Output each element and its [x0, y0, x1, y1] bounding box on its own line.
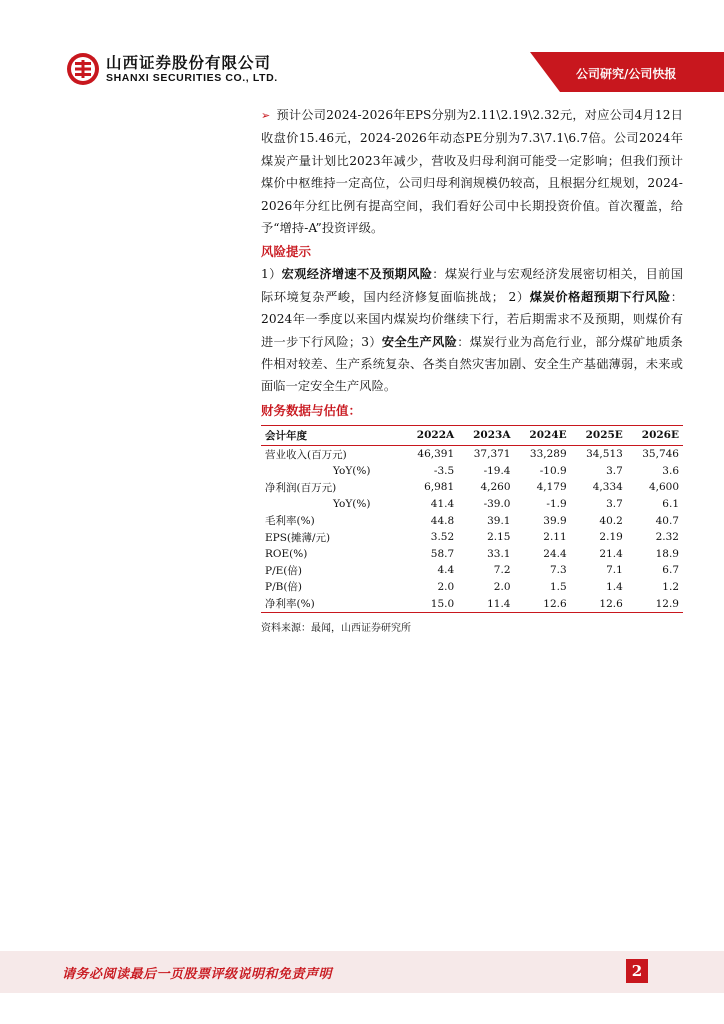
- table-cell: 12.6: [571, 595, 627, 612]
- table-cell: 40.7: [655, 514, 679, 527]
- table-cell: 2.19: [599, 531, 623, 544]
- table-row: [261, 595, 683, 612]
- table-cell: 12.9: [627, 595, 683, 612]
- table-cell: -10.9: [539, 464, 567, 477]
- risk-heading-2: 煤炭价格超预期下行风险: [529, 289, 671, 304]
- table-cell: 24.4: [543, 547, 567, 560]
- triangle-right-icon: ➢: [261, 109, 271, 122]
- table-cell: -1.9: [546, 497, 567, 510]
- table-cell: 41.4: [430, 497, 455, 510]
- table-cell: 33,289: [529, 448, 567, 461]
- risk-num-2: 2）: [508, 289, 530, 304]
- table-cell: 3.52: [430, 531, 455, 544]
- row-label: P/B(倍): [265, 581, 303, 594]
- risk-text-2: ：2024年一季度以来国内煤炭均价继续下行，若后期需求不及预期，则煤价有进一步下行风险；: [261, 289, 683, 349]
- table-cell: 2.32: [655, 531, 679, 544]
- table-cell: 34,513: [586, 448, 623, 461]
- financials-table: [261, 425, 683, 613]
- table-header-cell: 会计年度: [261, 425, 402, 445]
- table-header-cell: 2025E: [571, 425, 627, 445]
- table-row: [261, 562, 683, 579]
- table-cell: -39.0: [483, 497, 511, 510]
- table-cell: 46,391: [417, 448, 455, 461]
- risk-section-title: 风险提示: [261, 244, 312, 260]
- table-cell: 39.9: [543, 514, 567, 527]
- table-cell: 1.2: [662, 580, 679, 593]
- row-label: YoY(%): [333, 497, 371, 510]
- table-cell: -3.5: [433, 464, 455, 477]
- risk-heading-1: 宏观经济增速不及预期风险: [281, 267, 433, 282]
- footer-disclaimer: 请务必阅读最后一页股票评级说明和免责声明: [62, 967, 333, 982]
- table-source-note: 资料来源：最闻，山西证券研究所: [261, 622, 411, 634]
- table-cell: 4,179: [536, 481, 567, 494]
- table-cell: 2.11: [543, 531, 567, 544]
- table-cell: 40.2: [599, 514, 623, 527]
- financials-title: 财务数据与估值：: [261, 402, 362, 418]
- company-logo-icon: [66, 52, 100, 86]
- table-cell: 21.4: [599, 547, 623, 560]
- table-row: [261, 462, 683, 479]
- table-cell: 35,746: [642, 448, 679, 461]
- risk-text-3: ：煤炭行业为高危行业，部分煤矿地质条件相对较差、生产系统复杂、各类自然灾害加剧、安全生产基础薄弱，未来或面临一定安全生产风险。: [261, 334, 683, 394]
- summary-paragraph: [261, 104, 683, 239]
- row-label: YoY(%): [333, 464, 371, 477]
- table-cell: 6,981: [424, 481, 455, 494]
- table-row: [261, 479, 683, 496]
- table-cell: 12.6: [515, 595, 571, 612]
- table-cell: 2.0: [493, 580, 511, 593]
- table-cell: 6.7: [662, 564, 679, 577]
- table-cell: 4,334: [592, 481, 623, 494]
- table-row: [261, 496, 683, 513]
- risk-num-3: 3）: [361, 334, 382, 349]
- table-cell: 7.3: [549, 564, 567, 577]
- company-name-cn: 山西证券股份有限公司: [106, 54, 272, 72]
- table-cell: 1.4: [606, 580, 623, 593]
- report-type-label: 公司研究/公司快报: [576, 67, 677, 81]
- table-cell: 4,600: [648, 481, 679, 494]
- table-cell: -19.4: [483, 464, 511, 477]
- row-label: 营业收入(百万元): [265, 448, 347, 461]
- table-row: [261, 545, 683, 562]
- table-cell: 4,260: [480, 481, 511, 494]
- table-cell: 3.7: [606, 464, 623, 477]
- row-label: ROE(%): [265, 547, 308, 560]
- page-number: 2: [626, 959, 648, 983]
- risk-text-1: ：煤炭行业与宏观经济发展密切相关，目前国际环境复杂严峻，国内经济修复面临挑战；: [261, 267, 683, 304]
- summary-text: 预计公司2024-2026年EPS分别为2.11\2.19\2.32元，对应公司4月12日收盘价15.46元，2024-2026年动态PE分别为7.3\7.1\6.7倍。公司2024年煤炭产量计划比2023年减少，营收及归母利润可能受一定影响；但我们预计煤价中枢维持一定高位，公司归母利润规模仍较高，且根据分红规划，2024-2026年分红比例有提高空间，我们看好公司中长期投资价值。首次覆盖，给予“增持-A”投资评级。: [261, 108, 683, 236]
- table-cell: 37,371: [473, 448, 511, 461]
- table-cell: 58.7: [430, 547, 455, 560]
- row-label: P/E(倍): [265, 564, 302, 577]
- table-cell: 18.9: [655, 547, 679, 560]
- table-cell: 3.6: [662, 464, 679, 477]
- table-cell: 2.0: [437, 580, 455, 593]
- table-cell: 1.5: [549, 580, 567, 593]
- table-row: [261, 512, 683, 529]
- table-header-cell: 2023A: [458, 425, 514, 445]
- risk-paragraph: [261, 263, 683, 397]
- table-header-cell: 2024E: [515, 425, 571, 445]
- table-cell: 44.8: [430, 514, 455, 527]
- main-content: [261, 104, 683, 634]
- table-cell: 7.2: [493, 564, 511, 577]
- table-header-cell: 2026E: [627, 425, 683, 445]
- table-row: [261, 445, 683, 462]
- company-name-en: SHANXI SECURITIES CO., LTD.: [106, 72, 278, 84]
- risk-heading-3: 安全生产风险: [381, 334, 458, 349]
- table-cell: 3.7: [606, 497, 623, 510]
- table-row: [261, 579, 683, 596]
- risk-num-1: 1）: [261, 267, 282, 282]
- table-cell: 6.1: [662, 497, 679, 510]
- table-cell: 4.4: [437, 564, 455, 577]
- table-cell: 2.15: [487, 531, 511, 544]
- table-cell: 33.1: [487, 547, 511, 560]
- row-label: 净利率(%): [261, 595, 402, 612]
- table-row: [261, 529, 683, 546]
- table-cell: 39.1: [487, 514, 511, 527]
- row-label: EPS(摊薄/元): [265, 531, 331, 544]
- row-label: 毛利率(%): [265, 515, 315, 528]
- table-cell: 7.1: [606, 564, 623, 577]
- table-header-row: [261, 425, 683, 445]
- table-header-cell: 2022A: [402, 425, 458, 445]
- table-cell: 15.0: [402, 595, 458, 612]
- table-cell: 11.4: [458, 595, 514, 612]
- row-label: 净利润(百万元): [265, 481, 337, 494]
